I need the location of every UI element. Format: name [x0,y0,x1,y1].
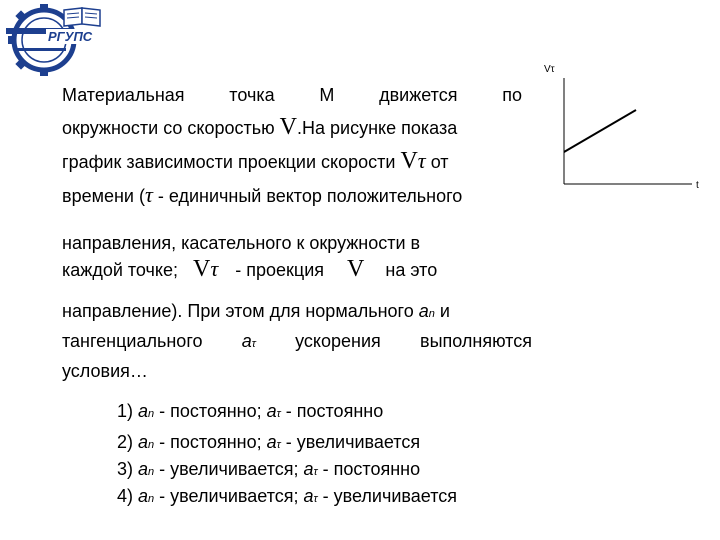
subscript: τ [276,439,281,451]
text: на это [385,260,438,280]
velocity-symbol: V [279,114,297,140]
subscript: n [148,493,155,505]
problem-line-4 [62,184,462,207]
subscript: τ [313,493,318,505]
a-symbol: a [303,486,314,506]
velocity-symbol: V [347,256,365,282]
text: .На рисунке показа [297,118,458,138]
text: и [439,301,450,321]
problem-line-8 [62,330,532,355]
answer-options [117,400,457,510]
option-number: 2) [117,432,134,452]
a-symbol: a [138,401,149,421]
text: - увеличивается [280,432,421,452]
tangential-acceleration-symbol [242,330,256,355]
problem-line-5: направления, касательного к окружности в [62,233,421,253]
text: - увеличивается [317,486,457,506]
a-symbol: a [266,432,277,452]
velocity-line [564,110,636,152]
text: - проекция [235,260,325,280]
tau-symbol: τ [210,256,219,281]
tau-symbol: τ [144,182,153,207]
subscript: n [148,439,155,451]
velocity-symbol: V [193,256,211,282]
option-number: 3) [117,459,134,479]
problem-line-3 [62,150,449,173]
problem-line-1 [62,84,522,106]
problem-line-6 [62,258,437,281]
subscript: n [148,408,155,420]
word: выполняются [420,331,532,351]
text: график зависимости проекции скорости [62,152,396,172]
option-number: 4) [117,486,134,506]
text: - единичный вектор положительного [157,186,463,206]
answer-option-3[interactable] [117,458,457,483]
a-symbol: a [266,401,277,421]
text: - постоянно [280,401,384,421]
text: - увеличивается; [154,459,304,479]
option-number: 1) [117,401,134,421]
subscript: τ [276,408,281,420]
text: от [430,152,449,172]
text: - увеличивается; [154,486,304,506]
word: по [502,85,522,105]
subscript: n [428,308,435,320]
a-symbol: a [138,432,149,452]
normal-acceleration-symbol: a [418,301,429,321]
word: тангенциального [62,331,203,351]
text: - постоянно; [154,401,267,421]
word: движется [379,85,458,105]
text: окружности со скоростью [62,118,275,138]
problem-line-7 [62,300,450,325]
answer-option-4[interactable] [117,485,457,510]
y-axis-label: Vτ [544,64,555,75]
subscript: n [148,466,155,478]
logo-text: РГУПС [48,29,93,44]
word: М [319,85,335,105]
a-symbol: a [138,459,149,479]
answer-option-1[interactable] [117,400,457,425]
x-axis-label: t [696,180,699,191]
subscript: τ [251,338,256,350]
text: времени ( [62,186,145,206]
a-symbol: a [241,331,252,351]
text: каждой точке; [62,260,179,280]
answer-option-2[interactable] [117,431,457,456]
text: - постоянно [317,459,421,479]
a-symbol: a [138,486,149,506]
tau-symbol: τ [417,148,426,173]
university-logo [2,2,120,80]
text: направление). При этом для нормального [62,301,414,321]
word: ускорения [295,331,381,351]
problem-line-2 [62,116,457,139]
word: Материальная [62,85,185,105]
problem-line-9: условия… [62,361,148,381]
word: точка [229,85,275,105]
a-symbol: a [303,459,314,479]
velocity-graph [544,60,720,200]
subscript: τ [313,466,318,478]
text: - постоянно; [154,432,267,452]
velocity-symbol: V [400,148,418,174]
